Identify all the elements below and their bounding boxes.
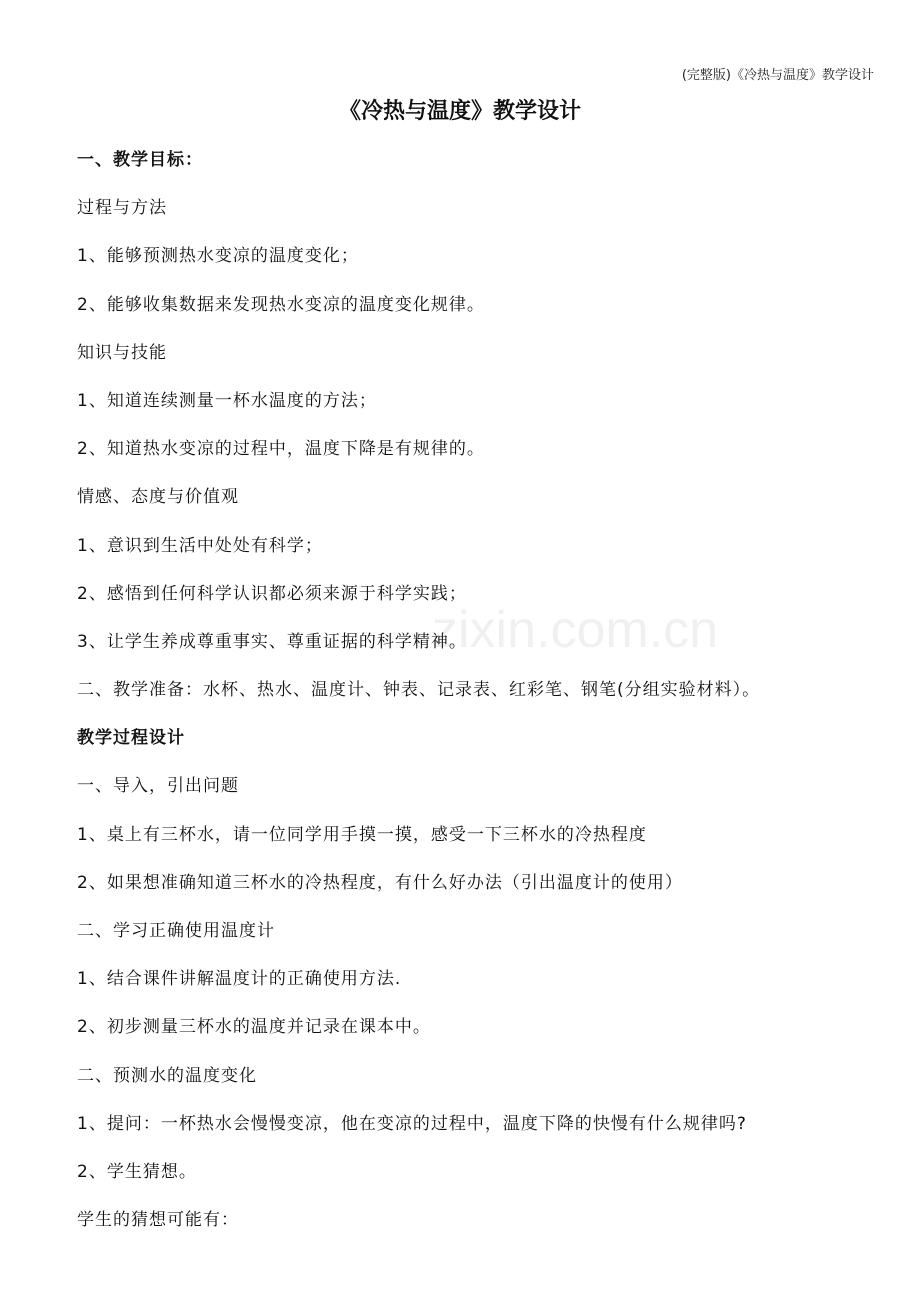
body-line: 1、桌上有三杯水，请一位同学用手摸一摸，感受一下三杯水的冷热程度 xyxy=(77,824,647,845)
body-line: 1、能够预测热水变凉的温度变化； xyxy=(77,246,359,267)
running-header: (完整版)《冷热与温度》教学设计 xyxy=(681,68,874,83)
body-line: 二、教学准备：水杯、热水、温度计、钟表、记录表、红彩笔、钢笔(分组实验材料）。 xyxy=(77,680,761,701)
body-line: 学生的猜想可能有： xyxy=(77,1210,239,1231)
body-line: 二、预测水的温度变化 xyxy=(77,1065,257,1086)
watermark: zixin.com.cn xyxy=(432,601,719,659)
body-line: 2、感悟到任何科学认识都必须来源于科学实践； xyxy=(77,583,467,604)
body-line: 2、能够收集数据来发现热水变凉的温度变化规律。 xyxy=(77,294,485,315)
body-line: 1、知道连续测量一杯水温度的方法； xyxy=(77,390,377,411)
body-line: 2、学生猜想。 xyxy=(77,1161,197,1182)
body-line: 1、结合课件讲解温度计的正确使用方法. xyxy=(77,969,402,990)
body-line: 二、学习正确使用温度计 xyxy=(77,921,275,941)
document-body xyxy=(77,144,897,1252)
body-line: 1、意识到生活中处处有科学； xyxy=(77,535,323,556)
body-line: 2、初步测量三杯水的温度并记录在课本中。 xyxy=(77,1017,431,1038)
section-heading: 教学过程设计 xyxy=(77,728,185,749)
body-line: 一、导入，引出问题 xyxy=(77,776,239,797)
body-line: 知识与技能 xyxy=(77,342,167,363)
body-line: 情感、态度与价值观 xyxy=(77,487,239,508)
body-line: 2、如果想准确知道三杯水的冷热程度，有什么好办法（引出温度计的使用） xyxy=(77,872,683,893)
body-line: 2、知道热水变凉的过程中，温度下降是有规律的。 xyxy=(77,439,485,460)
body-line: 1、提问：一杯热水会慢慢变凉，他在变凉的过程中，温度下降的快慢有什么规律吗? xyxy=(77,1113,747,1134)
section-heading: 一、教学目标： xyxy=(77,150,203,170)
body-line: 3、让学生养成尊重事实、尊重证据的科学精神。 xyxy=(77,631,467,652)
document-title: 《冷热与温度》教学设计 xyxy=(338,99,581,124)
body-line: 过程与方法 xyxy=(77,198,167,219)
